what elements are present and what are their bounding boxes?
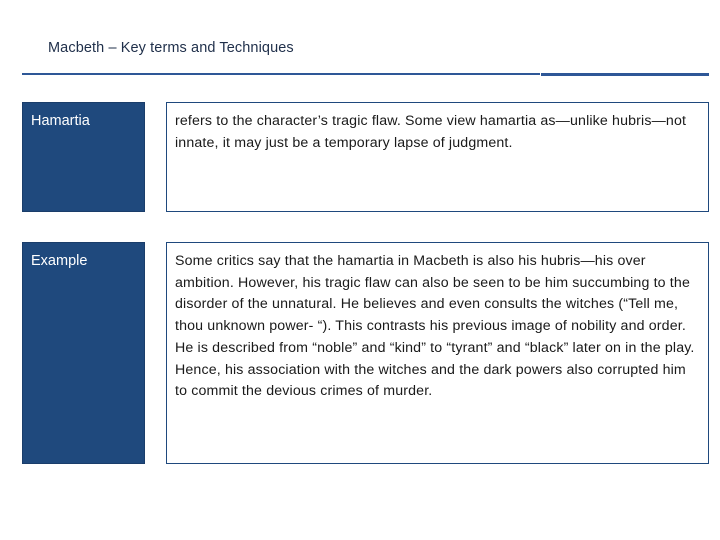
title-divider — [22, 73, 540, 75]
definition-hamartia: refers to the character’s tragic flaw. Some view hamartia as—unlike hubris—not innate, it may just be a temporary lapse of judgment. — [166, 102, 709, 212]
term-hamartia: Hamartia — [22, 102, 145, 212]
definition-example: Some critics say that the hamartia in Macbeth is also his hubris—his over ambition. However, his tragic flaw can also be seen to be him succumbing to the disorder of the unnatural. He believes and even consults the witches (“Tell me, thou unknown power- “). This contrasts his previous image of nobility and order. He is described from “noble” and “kind” to “tyrant” and “black” later on in the play. Hence, his association with the witches and the dark powers also corrupted him to commit the devious crimes of murder. — [166, 242, 709, 464]
slide-title: Macbeth – Key terms and Techniques — [48, 40, 294, 56]
term-example: Example — [22, 242, 145, 464]
title-divider-accent — [541, 73, 709, 76]
